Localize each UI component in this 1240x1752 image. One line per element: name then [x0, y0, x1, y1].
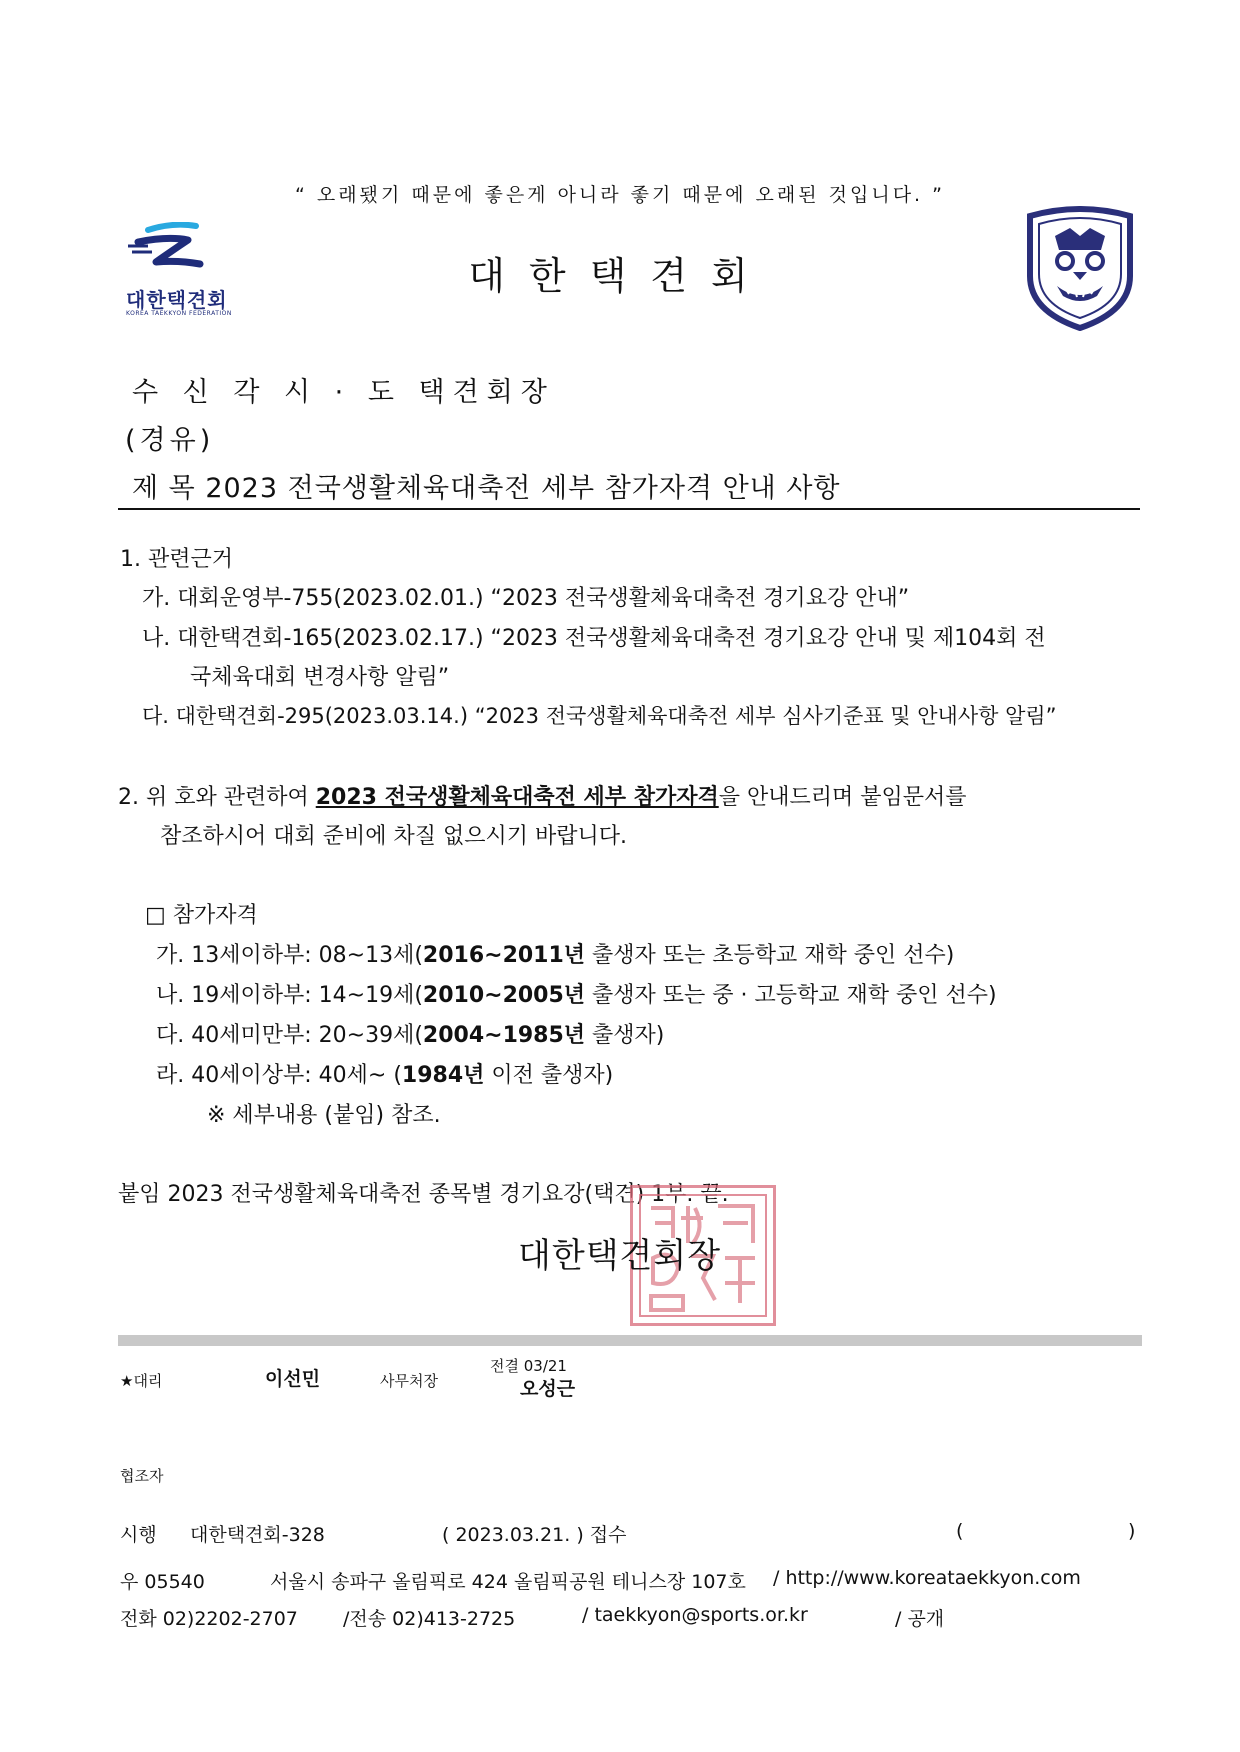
org-title: 대한택견회 — [468, 254, 772, 298]
logo-text: 대한택견회 — [126, 288, 228, 312]
reference-item-continued: 국체육대회 변경사항 알림” — [190, 665, 450, 690]
receipt-paren-open: ( — [956, 1520, 964, 1542]
eligibility-desc: 출생자 또는 초등학교 재학 중인 선수) — [585, 943, 955, 968]
approval-divider — [118, 1335, 1142, 1346]
drafter-role: ★대리 — [120, 1372, 163, 1390]
eligibility-label: 라. 40세이상부: 40세~ ( — [156, 1063, 402, 1088]
eligibility-desc: 이전 출생자) — [484, 1063, 614, 1088]
street-address: 서울시 송파구 올림픽로 424 올림픽공원 테니스장 107호 — [270, 1571, 746, 1593]
sender-signature: 대한택견회장 — [518, 1236, 722, 1276]
eligibility-label: 가. 13세이하부: 08~13세( — [156, 943, 423, 968]
disclosure-status: / 공개 — [895, 1608, 945, 1630]
logo-subtext: KOREA TAEKKYON FEDERATION — [126, 310, 232, 317]
section1-title: 1. 관련근거 — [120, 547, 233, 572]
section2-outro: 을 안내드리며 붙임문서를 — [718, 785, 967, 810]
email-address[interactable]: / taekkyon@sports.or.kr — [582, 1604, 808, 1626]
motto: “ 오래됐기 때문에 좋은게 아니라 좋기 때문에 오래된 것입니다. ” — [295, 184, 945, 206]
eligibility-years: 2016~2011년 — [422, 943, 586, 968]
eligibility-years: 1984년 — [401, 1063, 485, 1088]
enforce-number: 대한택견회-328 — [190, 1524, 325, 1546]
section2-emphasis: 2023 전국생활체육대축전 세부 참가자격 — [315, 785, 719, 810]
homepage-link[interactable]: / http://www.koreataekkyon.com — [773, 1567, 1081, 1589]
section2-intro: 2. 위 호와 관련하여 — [118, 785, 316, 810]
reference-item: 다. 대한택견회-295(2023.03.14.) “2023 전국생활체육대축전 세부 심사기준표 및 안내사항 알림” — [142, 704, 1057, 728]
eligibility-desc: 출생자 또는 중 · 고등학교 재학 중인 선수) — [585, 983, 997, 1008]
enforce-date: ( 2023.03.21. ) 접수 — [442, 1524, 627, 1546]
emblem-icon — [1025, 206, 1135, 331]
header-divider — [118, 508, 1140, 510]
eligibility-title: □ 참가자격 — [145, 903, 258, 928]
drafter-name: 이선민 — [265, 1368, 321, 1390]
section2-line1 — [118, 780, 967, 811]
eligibility-row — [156, 1018, 664, 1049]
reference-item: 나. 대한택견회-165(2023.02.17.) “2023 전국생활체육대축전 경기요강 안내 및 제104회 전 — [142, 626, 1046, 651]
eligibility-label: 다. 40세미만부: 20~39세( — [156, 1023, 423, 1048]
receipt-paren-close: ) — [1128, 1520, 1136, 1542]
section2-line2: 참조하시어 대회 준비에 차질 없으시기 바랍니다. — [160, 824, 628, 849]
eligibility-desc: 출생자) — [585, 1023, 665, 1048]
attachment-line: 붙임 2023 전국생활체육대축전 종목별 경기요강(택견) 1부. 끝. — [118, 1182, 729, 1207]
phone-number: 전화 02)2202-2707 — [120, 1608, 298, 1630]
approver-name: 오성근 — [520, 1378, 576, 1400]
approver-role: 사무처장 — [380, 1372, 438, 1390]
eligibility-note: ※ 세부내용 (붙임) 참조. — [207, 1103, 441, 1128]
eligibility-years: 2010~2005년 — [422, 983, 586, 1008]
fax-number: /전송 02)413-2725 — [343, 1608, 516, 1630]
enforce-label: 시행 — [120, 1524, 157, 1546]
subject-line: 제 목 2023 전국생활체육대축전 세부 참가자격 안내 사항 — [132, 473, 841, 504]
via-line: (경유) — [125, 425, 215, 456]
eligibility-label: 나. 19세이하부: 14~19세( — [156, 983, 423, 1008]
eligibility-years: 2004~1985년 — [422, 1023, 586, 1048]
recipient-line: 수 신 각 시 · 도 택견회장 — [132, 377, 555, 408]
approval-stamp: 전결 03/21 — [490, 1357, 567, 1375]
eligibility-row — [156, 938, 954, 969]
cooperator-label: 협조자 — [120, 1467, 164, 1485]
eligibility-row — [156, 1058, 613, 1089]
eligibility-row — [156, 978, 997, 1009]
postal-code: 우 05540 — [120, 1571, 205, 1593]
reference-item: 가. 대회운영부-755(2023.02.01.) “2023 전국생활체육대축전 경기요강 안내” — [142, 586, 910, 611]
